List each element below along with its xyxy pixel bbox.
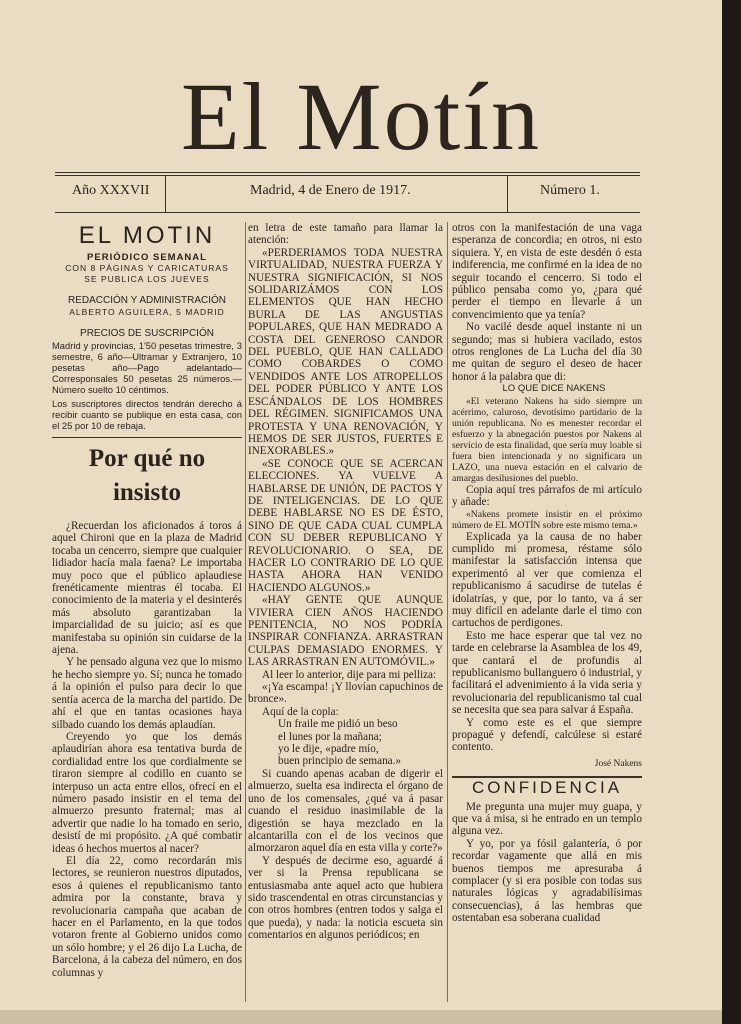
- article-paragraph: Y he pensado alguna vez que lo mismo he hecho siempre yo. Sí; nunca he tomado á la opinión el pulso para decir lo que sentía acerca de la marcha del partido. De ahí el que en tantas ocasiones haya silbado cuando los demás aplaudían.: [52, 656, 242, 731]
- article-paragraph: «¡Ya escampa! ¡Y llovían capuchinos de bronce».: [248, 681, 443, 706]
- article-paragraph: Explicada ya la causa de no haber cumplido mi promesa, réstame sólo manifestar la satisfacción intensa que experimentó al ver que comienza el republicanismo á sacudirse de tutelas é idolatrías, y que, por lo tanto, va á ser muy difícil en adelante darle el timo con cartuchos de perdigones.: [452, 530, 642, 630]
- promo-title: EL MOTIN: [78, 222, 216, 249]
- column-divider-1: [245, 222, 246, 1002]
- info-rule-bottom: [55, 212, 640, 213]
- column-2: [248, 222, 443, 1002]
- promo-prices-text: Madrid y provincias, 1'50 pesetas trimestre, 3 semestre, 6 año—Ultramar y Extranjero, 10 pesetas año—Pago adelantado—Corresponsales 50 pesetas 25 números.—Número suelto 10 céntimos.: [52, 340, 242, 395]
- column-3: [452, 222, 642, 1002]
- masthead-rule-top: [55, 172, 640, 173]
- info-divider-2: [507, 176, 508, 212]
- article-title: Por qué no insisto: [88, 445, 206, 506]
- article-paragraph: El día 22, como recordarán mis lectores, se reunieron nuestros diputados, esos á quienes el republicanismo tanto admira por la constante, brava y revolucionaria campaña que acaban de hacer en el Parlamento, en la que todos votaron frente al Gobierno unidos como un sólo hombre; y el 26 dijo La Lucha, de Barcelona, á la cabeza del número, en dos columnas y: [52, 854, 242, 979]
- confidencia-paragraph: Y yo, por ya fósil galantería, ó por recordar vagamente que allá en mis buenos tiempos me apresuraba á complacer (y si era posible con todas sus naturales lógicas y agradabilísimas consecuencias), á las hembras que ostentaban esa soberana cualidad: [452, 837, 642, 925]
- article-paragraph: Y después de decirme eso, aguardé á ver si la Prensa republicana se entusiasmaba ante aquel acto que hubiera sido trascendental en otras circunstancias y con otros hombres (entren todos y salga el que pueda), y nada: la noticia escueta sin comentarios en algunos periódicos; en: [248, 854, 443, 942]
- issue-date: Madrid, 4 de Enero de 1917.: [250, 183, 411, 198]
- promo-pages: CON 8 PÁGINAS Y CARICATURAS: [65, 263, 229, 273]
- article-paragraph: en letra de este tamaño para llamar la atención:: [248, 222, 443, 247]
- issue-number: Número 1.: [540, 183, 600, 198]
- column-1: [52, 222, 242, 1002]
- verse-line: el lunes por la mañana;: [278, 730, 382, 743]
- issue-year: Año XXXVII: [72, 183, 150, 198]
- promo-rule: [52, 437, 242, 438]
- column-divider-2: [447, 222, 448, 1002]
- confidencia-paragraph: Me pregunta una mujer muy guapa, y que va á misa, si he entrado en un templo alguna vez.: [452, 800, 642, 838]
- confidencia-title: CONFIDENCIA: [452, 776, 642, 794]
- page-bottom-edge: [0, 1010, 722, 1024]
- quoted-caps-paragraph: «PERDERIAMOS TODA NUESTRA VIRTUALIDAD, NUESTRA FUERZA Y NUESTRA SIGNIFICACIÓN, SI NOS SOLIDARIZÁMOS CON LOS ELEMENTOS QUE HAN HECHO BURLA DE LAS ANGUSTIAS POPULARES, QUE HAN MEDRADO A COSTA DEL GENEROSO CANDOR DEL PUEBLO, QUE HAN CALLADO COMO COBARDES O COMO VENDIDOS ANTE LOS ATROPELLOS DEL PODER PÚBLICO Y ANTE LOS ESCÁNDALOS DE LOS HOMBRES DEL RÉGIMEN. SIGNIFICAMOS UNA PROTESTA Y UNA RENOVACIÓN, Y HEMOS DE SER JUSTOS, FUERTES E INEXORABLES.»: [248, 246, 443, 458]
- promo-prices-label: PRECIOS DE SUSCRIPCIÓN: [80, 328, 214, 339]
- subheading: LO QUE DICE NAKENS: [502, 383, 606, 395]
- article-paragraph: ¿Recuerdan los aficionados á toros á aquel Chironi que en la plaza de Madrid tocaba un cencerro, siempre que cualquier lidiador hacía mala faena? Le importaba muy poco que el público aplaudiese frenéticamente mientras él tocaba. El conocimiento de la materia y el desinterés más absoluto garantizaban la imparcialidad de su juicio; así es que manifestaba su opinión sin cuidarse de la ajena.: [52, 520, 242, 657]
- quote-block: «El veterano Nakens ha sido siempre un acérrimo, caluroso, devotísimo partidario de la unión republicana. No es menester recordar el esfuerzo y la abnegación puestos por Nakens al servicio de esta finalidad, que sería muy loable si fuera bien intencionada y no significara un LAZO, una nueva estación en el calvario de amargas desilusiones del pueblo.: [452, 395, 642, 484]
- article-paragraph: Esto me hace esperar que tal vez no tarde en celebrarse la Asamblea de los 49, que cantará el de profundis al republicanismo bullanguero ó industrial, y facilitará el advenimiento á la vida seria y revolucionaria del republicanismo tal cual se necesita que sea para salvar á España.: [452, 629, 642, 717]
- article-paragraph: Aquí de la copla:: [262, 705, 339, 718]
- promo-subtitle: PERIÓDICO SEMANAL: [87, 252, 207, 263]
- verse-line: yo le dije, «padre mío,: [278, 743, 379, 756]
- page-edge-shadow: [722, 0, 741, 1024]
- article-paragraph: No vacilé desde aquel instante ni un segundo; mas si hubiera vacilado, estos otros renglones de La Lucha del día 30 me quitan de seguro el deseo de hacer honor á la palabra que di:: [452, 321, 642, 383]
- article-paragraph: «Nakens promete insistir en el próximo número de EL MOTÍN sobre este mismo tema.»: [452, 508, 642, 531]
- promo-publishes: SE PUBLICA LOS JUEVES: [84, 274, 210, 284]
- promo-office-address: ALBERTO AGUILERA, 5 MADRID: [69, 307, 225, 317]
- info-divider-1: [165, 176, 166, 212]
- signature: José Nakens: [594, 758, 642, 769]
- article-paragraph: otros con la manifestación de una vaga esperanza de concordia; en otros, ni esto siquiera. Y, en vista de este desdén ó esta indiferencia, me confirmé en la idea de no seguir tocando el cencerro. Si todo el público pensaba como yo, ¿para qué perder el tiempo en llevarle á un convencimiento que ya tenía?: [452, 222, 642, 321]
- verse-line: Un fraile me pidió un beso: [278, 718, 398, 731]
- quoted-caps-paragraph: «SE CONOCE QUE SE ACERCAN ELECCIONES. YA VUELVE A HABLARSE DE UNIÓN, DE PACTOS Y DE INTELIGENCIAS. DE LO QUE DEBE HABLARSE NO ES DE ÉSTO, SINO DE QUE CADA CUAL CUMPLA CON SU DEBER REPUBLICANO Y REVOLUCIONARIO. O SEA, DE HACER LO CONTRARIO DE LO QUE HASTA AHORA HAN VENIDO HACIENDO ALGUNOS.»: [248, 457, 443, 594]
- promo-subscribers-text: Los suscriptores directos tendrán derecho á recibir cuanto se publique en esta casa, con el 25 por 10 de rebaja.: [52, 398, 242, 431]
- masthead-rule-top-2: [55, 175, 640, 176]
- verse-line: buen principio de semana.»: [278, 755, 402, 768]
- article-paragraph: Si cuando apenas acaban de digerir el almuerzo, suelta esa indirecta el órgano de uno de los comensales, ¿qué va á pasar cuando el residuo inasimilable de la digestión se haya mezclado en la alcantarilla con el de los vecinos que almorzaron aquel día en esta villa y corte?»: [248, 767, 443, 855]
- article-paragraph: Creyendo yo que los demás aplaudirían ahora esa tentativa burda de cordialidad entre los que cordialmente se tiraron siempre al codillo en cuanto se interpuso un acta entre ellos, ofrecí en el número pasado insistir en el tema del almuerzo presunto fraternal; mas al advertir que nadie lo ha tomado en serio, desistí de mi propósito. ¿A qué combatir ideas ó hechos muertos al nacer?: [52, 730, 242, 855]
- masthead-title: El Motín: [180, 63, 541, 170]
- quoted-caps-paragraph: «HAY GENTE QUE AUNQUE VIVIERA CIEN AÑOS HACIENDO PENITENCIA, NO NOS PODRÍA INSPIRAR CONFIANZA. ARRASTRAN CULPAS DEMASIADO ENORMES. Y LAS ARRASTRAN EN AUTOMÓVIL.»: [248, 594, 443, 669]
- promo-office-label: REDACCIÓN Y ADMINISTRACIÓN: [68, 295, 226, 306]
- article-paragraph: Al leer lo anterior, dije para mi pelliza:: [262, 668, 437, 681]
- article-paragraph: Y como este es el que siempre propagué y defendí, calcúlese si estaré contento.: [452, 716, 642, 754]
- article-paragraph: Copia aquí tres párrafos de mi artículo y añade:: [452, 483, 642, 509]
